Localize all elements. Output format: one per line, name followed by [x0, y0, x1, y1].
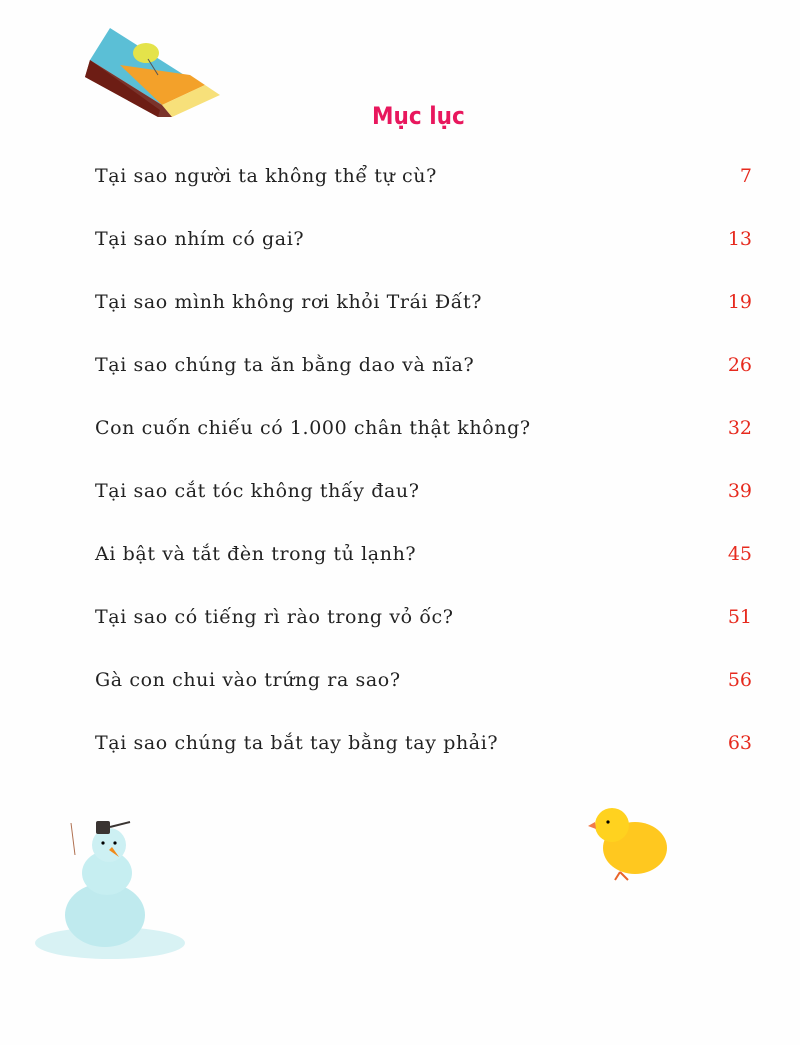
toc-entry-title: Tại sao người ta không thể tự cù? — [95, 165, 437, 187]
toc-page-number: 45 — [727, 543, 752, 565]
toc-entry-title: Tại sao nhím có gai? — [95, 228, 305, 250]
toc-page-number: 7 — [739, 165, 752, 187]
chick-illustration — [580, 800, 675, 885]
toc-entry[interactable] — [95, 417, 752, 447]
toc-entry-title: Tại sao có tiếng rì rào trong vỏ ốc? — [95, 606, 454, 628]
toc-entry-title: Tại sao cắt tóc không thấy đau? — [95, 480, 420, 502]
toc-entry-title: Con cuốn chiếu có 1.000 chân thật không? — [95, 417, 531, 439]
toc-page-number: 32 — [727, 417, 752, 439]
toc-entry-title: Gà con chui vào trứng ra sao? — [95, 669, 401, 691]
toc-page-number: 26 — [727, 354, 752, 376]
toc-entry-title: Tại sao chúng ta bắt tay bằng tay phải? — [95, 732, 499, 754]
toc-page-number: 51 — [727, 606, 752, 628]
page-title: Mục lục — [372, 102, 465, 130]
toc-entry-title: Tại sao mình không rơi khỏi Trái Đất? — [95, 291, 483, 313]
toc-entry-title: Ai bật và tắt đèn trong tủ lạnh? — [95, 543, 417, 565]
toc-page-number: 13 — [727, 228, 752, 250]
toc-entry[interactable] — [95, 165, 752, 195]
toc-page-number: 63 — [727, 732, 752, 754]
toc-entry[interactable] — [95, 543, 752, 573]
toc-entry[interactable] — [95, 480, 752, 510]
toc-entry[interactable] — [95, 228, 752, 258]
toc-entry-title: Tại sao chúng ta ăn bằng dao và nĩa? — [95, 354, 475, 376]
toc-page-number: 39 — [727, 480, 752, 502]
snowman-illustration — [35, 815, 195, 965]
toc-page-number: 19 — [727, 291, 752, 313]
toc-entry[interactable] — [95, 669, 752, 699]
toc-page-number: 56 — [727, 669, 752, 691]
book-illustration — [80, 25, 225, 120]
toc-entry[interactable] — [95, 732, 752, 762]
toc-entry[interactable] — [95, 354, 752, 384]
toc-entry[interactable] — [95, 291, 752, 321]
toc-entry[interactable] — [95, 606, 752, 636]
